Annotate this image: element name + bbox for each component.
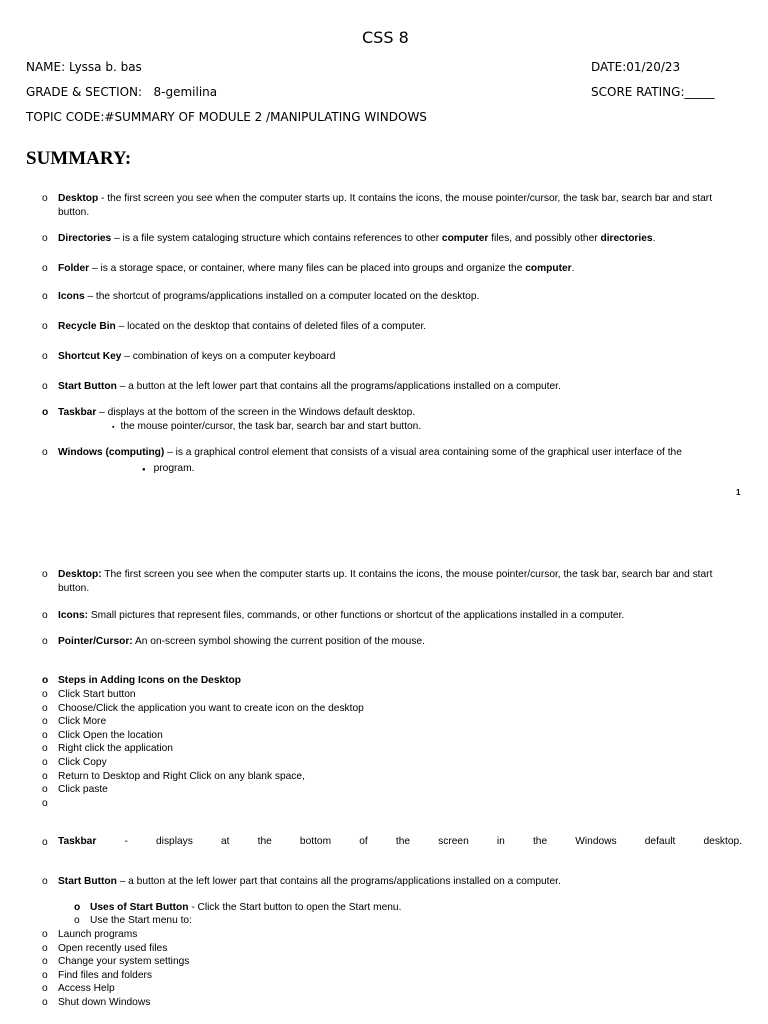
step-item [42,729,742,743]
term-label: Windows (computing) [58,447,165,458]
taskbar-word: displays [156,836,193,847]
taskbar-word: the [532,836,548,847]
taskbar-justified-line [58,836,742,847]
step-text: Return to Desktop and Right Click on any blank space, [58,770,305,782]
term-label: computer [441,233,489,244]
start-button-text: – a button at the left lower part that contains all the programs/applications installed on a computer. [116,876,561,887]
date-field: DATE:01/20/23 [591,60,681,74]
definition-text: – is a storage space, or container, where many files can be placed into groups and organize the [89,263,526,274]
term-label: Desktop: [58,569,102,580]
steps-heading: Steps in Adding Icons on the Desktop [58,675,242,686]
taskbar-word: the [395,836,411,847]
definition-text: – is a graphical control element that consists of a visual area containing some of the graphical user interface of the [164,447,682,458]
windows-subitem [142,462,194,478]
list-item [42,406,742,420]
bullet-icon: o [42,876,48,887]
definition-text: – located on the desktop that contains of deleted files of a computer. [115,321,427,332]
bullet-icon: o [42,929,48,940]
bullet-icon: o [42,569,48,580]
list-item [42,262,742,276]
taskbar-word: at [220,836,230,847]
bullet-icon: o [42,837,48,848]
bullet-icon: o [42,381,48,392]
term-label: Recycle Bin [58,321,116,332]
start-use-text: Change your system settings [58,956,190,968]
bullet-icon: o [42,784,48,796]
use-menu-item [74,914,192,928]
step-text: Click Start button [58,689,136,700]
start-use-item [42,982,742,996]
use-menu-text: Use the Start menu to: [90,915,192,926]
bullet-icon: o [42,997,48,1008]
bullet-icon: o [42,956,48,968]
term-label: Folder [58,263,90,274]
bullet-icon: o [42,969,48,981]
taskbar-word: of [359,836,368,847]
start-use-text: Launch programs [58,929,138,940]
list-item [42,446,742,460]
taskbar-subitem [112,420,421,435]
uses-text: - Click the Start button to open the Start menu. [188,902,402,913]
definition-text: – a button at the left lower part that contains all the programs/applications installed on a computer. [116,381,561,392]
bullet-icon: o [42,233,48,244]
step-item [42,783,742,797]
start-use-text: Open recently used files [58,942,168,954]
bullet-icon: o [74,902,81,913]
definition-text: An on-screen symbol showing the current position of the mouse. [132,636,425,647]
start-use-text: Access Help [58,983,115,995]
bullet-icon: o [42,743,48,755]
dot-bullet-icon: ● [142,467,146,473]
term-label: Start Button [58,381,117,392]
step-item [42,770,742,784]
step-text: Choose/Click the application you want to create icon on the desktop [58,702,364,714]
page-number: 1 [736,488,741,497]
start-button-item [42,875,742,889]
definition-text: - the first screen you see when the computer starts up. It contains the icons, the mouse pointer/cursor, the task bar, search bar and start button. [58,193,713,218]
uses-heading: Uses of Start Button [90,902,189,913]
step-item [42,688,742,702]
bullet-icon: o [42,729,48,741]
step-item [42,756,742,770]
start-use-item [42,969,742,983]
list-item [42,635,742,649]
summary-heading: SUMMARY: [26,148,132,169]
definition-text: – combination of keys on a computer keyboard [121,351,336,362]
start-use-text: Find files and folders [58,969,153,981]
bullet-icon: o [42,983,48,995]
step-text: Right click the application [58,743,173,755]
step-item [42,715,742,729]
start-use-item [42,942,742,956]
bullet-icon: o [42,942,48,954]
document-title: CSS 8 [362,28,409,47]
step-item [42,742,742,756]
taskbar-word: - [124,836,128,847]
term-label: Shortcut Key [58,351,122,362]
bullet-icon: o [42,702,48,714]
term-label: Pointer/Cursor: [58,636,133,647]
definition-text: Small pictures that represent files, commands, or other functions or shortcut of the applications installed in a computer. [88,610,625,621]
taskbar-word: screen [438,836,469,847]
start-use-text: Shut down Windows [58,997,151,1008]
definition-text: files, and possibly other [488,233,601,244]
list-item [42,609,742,623]
steps-heading-item [42,674,742,688]
topic-code: TOPIC CODE:#SUMMARY OF MODULE 2 /MANIPULATING WINDOWS [26,110,427,124]
definition-text: . [571,263,575,274]
step-text: Click paste [58,784,108,796]
bullet-icon: o [42,291,48,302]
definition-text: The first screen you see when the computer starts up. It contains the icons, the mouse pointer/cursor, the task bar, search bar and start button. [58,569,713,594]
taskbar-word: the [257,836,272,847]
square-bullet-icon: ▪ [112,424,115,431]
start-use-item [42,996,742,1010]
taskbar-word: default [644,836,676,847]
term-label: computer [525,263,572,274]
bullet-icon: o [42,675,49,686]
step-text: Click More [58,716,107,728]
term-label: Taskbar [58,407,97,418]
bullet-icon: o [42,263,48,274]
term-label: Directories [58,233,112,244]
definition-text: – displays at the bottom of the screen in the Windows default desktop. [96,407,416,418]
definition-text: . [652,233,656,244]
list-item [42,320,742,334]
bullet-icon: o [42,610,48,621]
term-label: directories [600,233,653,244]
windows-subitem-text: program. [153,463,195,474]
step-text: Click Copy [58,757,107,768]
bullet-icon: o [42,797,48,809]
student-name: NAME: Lyssa b. bas [26,60,142,74]
term-label: Icons: [58,610,89,621]
bullet-icon: o [42,636,48,647]
step-text: Click Open the location [58,729,163,741]
bullet-icon: o [42,716,48,728]
bullet-icon: o [42,770,48,782]
bullet-icon: o [42,447,48,458]
bullet-icon: o [74,915,80,926]
term-label: Desktop [58,193,99,204]
term-label: Icons [58,291,85,302]
bullet-icon: o [42,193,48,204]
start-use-item [42,955,742,969]
list-item [42,232,742,246]
start-use-item [42,928,742,942]
list-item [42,568,742,595]
list-item [42,192,742,219]
list-item [42,380,742,394]
start-button-term: Start Button [58,876,117,887]
definition-text: – is a file system cataloging structure which contains references to other [111,233,442,244]
bullet-icon: o [42,407,49,418]
taskbar-word: Taskbar [58,836,97,847]
definition-text: – the shortcut of programs/applications installed on a computer located on the desktop. [84,291,480,302]
list-item [42,290,742,304]
bullet-icon: o [42,321,48,332]
grade-section: GRADE & SECTION: 8-gemilina [26,85,218,99]
taskbar-subitem-text: the mouse pointer/cursor, the task bar, search bar and start button. [120,421,422,432]
bullet-icon: o [42,351,48,362]
taskbar-word: desktop. [703,836,742,847]
step-item [42,702,742,716]
taskbar-word: Windows [575,836,617,847]
bullet-icon: o [42,757,48,768]
list-item [42,350,742,364]
score-rating: SCORE RATING:_____ [591,85,715,99]
taskbar-word: in [496,836,505,847]
uses-heading-item [74,901,401,915]
bullet-icon: o [42,689,48,700]
taskbar-word: bottom [299,836,332,847]
